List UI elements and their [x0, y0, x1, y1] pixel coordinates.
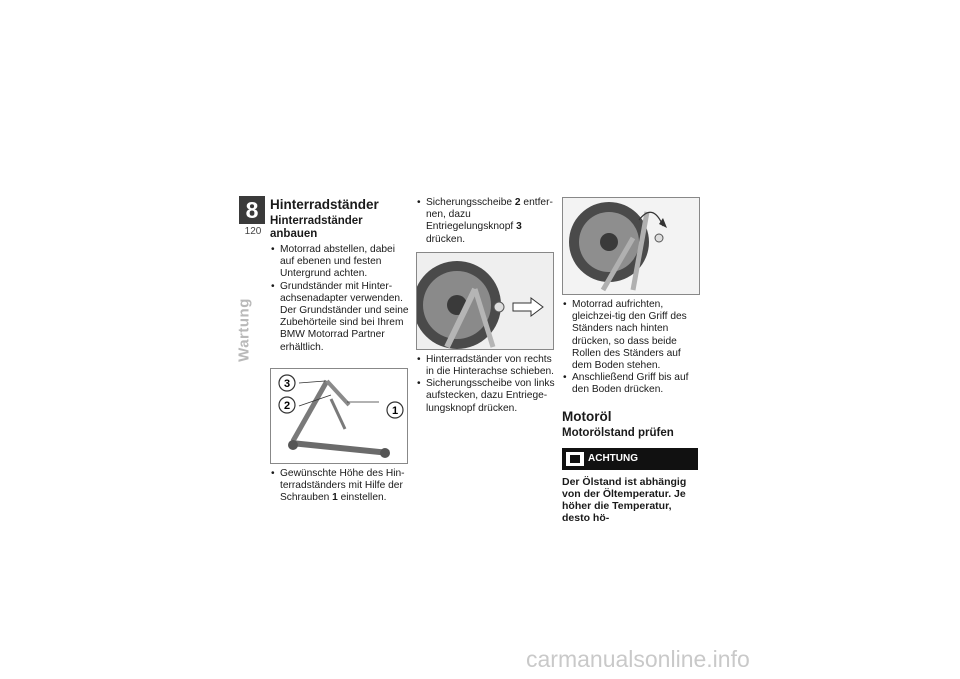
stand-brace — [331, 399, 345, 429]
list-item: • Motorrad aufrichten, gleichzei-tig den Griff des Ständers nach hinten drücken, so dass beide Rollen des Ständers auf dem Boden stehen. — [562, 299, 702, 372]
watermark: carmanualsonline.info — [526, 646, 750, 672]
locking-washer — [494, 302, 504, 312]
warning-text: Der Ölstand ist abhängig von der Öltemperatur. Je höher die Temperatur, desto hö- — [562, 475, 687, 524]
callout-label: 2 — [283, 399, 291, 412]
list-item: • Anschließend Griff bis auf den Boden drücken. — [562, 372, 702, 396]
column-2 — [416, 197, 556, 415]
section-title: Hinterradständer — [270, 197, 379, 212]
stand-lift-illustration — [563, 198, 699, 294]
instruction-list — [270, 244, 410, 354]
rear-wheel-illustration — [417, 253, 553, 349]
column-3 — [562, 197, 702, 524]
warning-icon — [566, 452, 584, 466]
section-subtitle: Motorölstand prüfen — [562, 426, 674, 439]
list-item: • Hinterradständer von rechts in die Hinterachse schieben. — [416, 354, 556, 378]
instruction-list — [270, 468, 410, 505]
wheel-figure — [416, 252, 554, 350]
list-item: • Motorrad abstellen, dabei auf ebenen und festen Untergrund achten. — [270, 244, 410, 281]
warning-label: ACHTUNG — [588, 452, 638, 464]
section-subtitle: Hinterradständer anbauen — [270, 215, 363, 240]
rear-stand-illustration — [271, 369, 407, 463]
stand-arm — [293, 381, 327, 441]
stand-figure — [270, 368, 408, 464]
stand-roller — [380, 448, 390, 458]
stand-roller — [288, 440, 298, 450]
list-item: • Sicherungsscheibe von links aufstecken, dazu Entriege-lungsknopf drücken. — [416, 378, 556, 415]
instruction-list — [416, 197, 556, 246]
chapter-number-tab: 8 — [239, 196, 265, 224]
stand-arm-upper — [327, 381, 349, 405]
callout-label: 1 — [391, 404, 399, 417]
instruction-list — [416, 354, 556, 415]
stand-lift-figure — [562, 197, 700, 295]
warning-bar — [562, 448, 698, 470]
leader-line — [299, 381, 325, 383]
chapter-side-label: Wartung — [235, 298, 253, 362]
section-title: Motoröl — [562, 408, 612, 424]
column-1 — [270, 197, 410, 504]
list-item: • Grundständer mit Hinter-achsenadapter verwenden. Der Grundständer und seine Zubehörteile sind bei Ihrem BMW Motorrad Partner erhältlich. — [270, 281, 410, 354]
list-item: • Gewünschte Höhe des Hin-terradständers mit Hilfe der Schrauben 1 einstellen. — [270, 468, 410, 505]
instruction-list — [562, 299, 702, 397]
callout-label: 3 — [283, 377, 291, 390]
list-item: • Sicherungsscheibe 2 entfer-nen, dazu Entriegelungsknopf 3 drücken. — [416, 197, 556, 246]
hub — [600, 233, 618, 251]
page-number: 120 — [244, 226, 262, 237]
stand-base-bar — [291, 443, 389, 453]
locking-washer — [655, 234, 663, 242]
